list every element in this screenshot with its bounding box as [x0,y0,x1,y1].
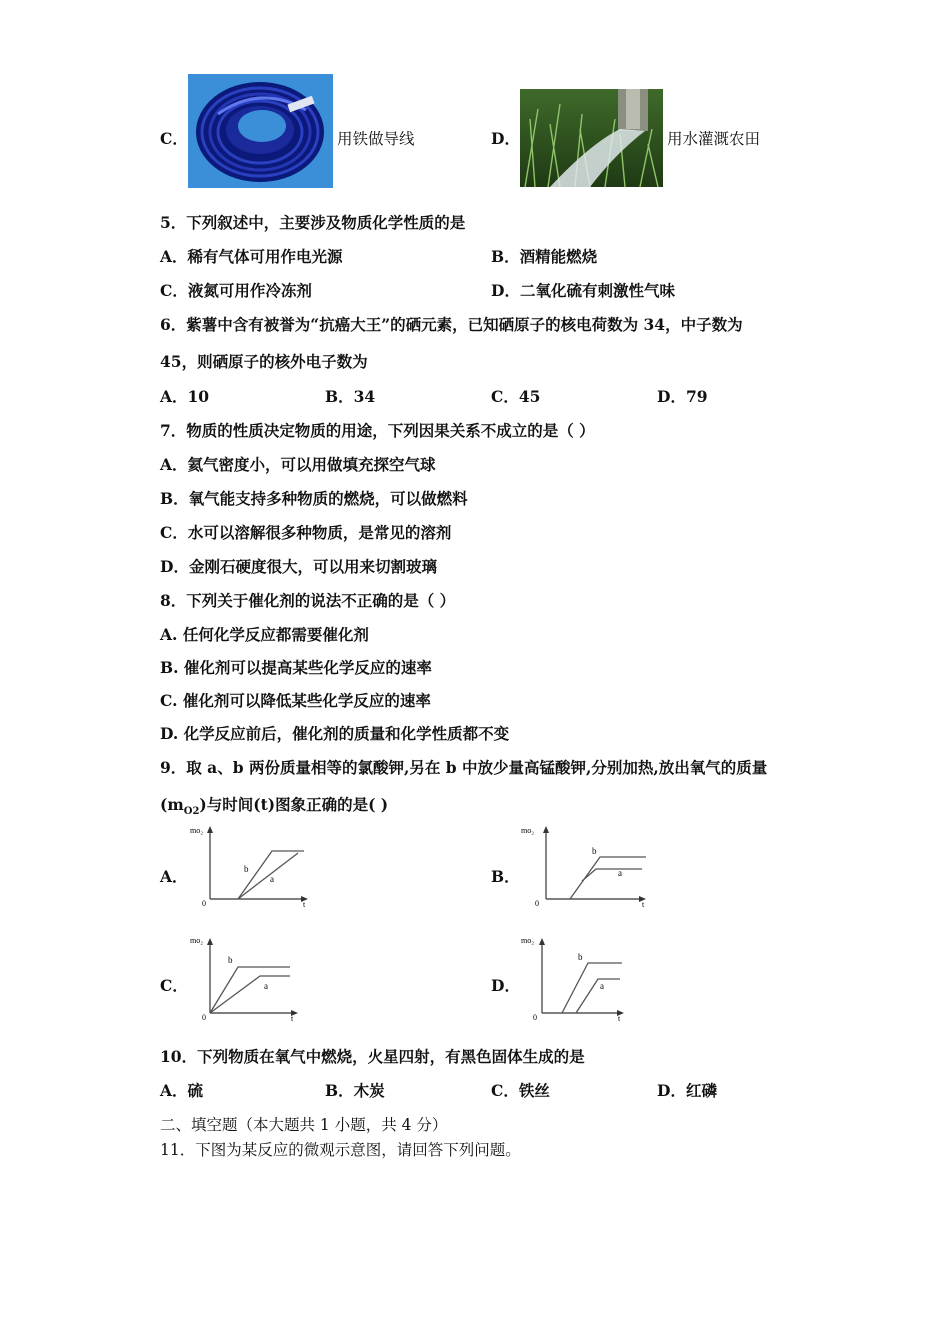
graph-b-label-b: b [592,846,597,856]
q9-option-c-letter: C． [160,976,188,995]
section2-heading: 二、填空题（本大题共 1 小题，共 4 分） [160,1116,448,1134]
graph-c-origin: 0 [202,1013,206,1021]
water-irrigating-grass-image [520,89,663,187]
graph-c-label-a: a [264,981,268,991]
q6-stem-line2: 45，则硒原子的核外电子数为 [160,352,368,371]
q9-graph-b [520,823,650,908]
q8-option-b: B. 催化剂可以提高某些化学反应的速率 [160,658,432,677]
q7-option-b: B．氧气能支持多种物质的燃烧，可以做燃料 [160,489,468,508]
q9-graph-a [188,823,313,908]
q6-option-a: A．10 [160,387,210,406]
q4-option-d-caption: 用水灌溉农田 [667,130,761,148]
graph-c-xlabel: t [291,1014,294,1021]
q9-stem-line2-pre: (m [160,795,184,814]
q6-option-d: D．79 [657,387,708,406]
graph-a-label-a: a [270,874,274,884]
graph-c-ylabel: mo₂ [190,936,204,945]
q7-option-a: A．氦气密度小，可以用做填充探空气球 [160,455,436,474]
q9-option-b-letter: B． [491,867,520,886]
blue-wire-coil-image [188,74,333,188]
q6-option-b: B．34 [325,387,376,406]
graph-a-ylabel: mo₂ [190,826,204,835]
q5-option-b: B．酒精能燃烧 [491,247,598,266]
q5-option-c: C．液氮可用作冷冻剂 [160,281,312,300]
graph-a-xlabel: t [303,900,306,908]
q6-stem-line1: 6．紫薯中含有被誉为“抗癌大王”的硒元素，已知硒原子的核电荷数为 34，中子数为 [160,315,743,334]
q9-graph-c [188,933,303,1021]
graph-d-label-a: a [600,981,604,991]
graph-b-ylabel: mo₂ [521,826,535,835]
q8-option-d: D. 化学反应前后，催化剂的质量和化学性质都不变 [160,724,510,743]
q10-option-d: D．红磷 [657,1081,717,1100]
q5-option-d: D．二氧化硫有刺激性气味 [491,281,675,300]
q9-option-d-letter: D． [491,976,520,995]
graph-b-origin: 0 [535,899,539,908]
q9-stem-line1: 9．取 a、b 两份质量相等的氯酸钾,另在 b 中放少量高锰酸钾,分别加热,放出氧气的质量 [160,758,768,777]
graph-a-label-b: b [244,864,249,874]
graph-b-label-a: a [618,868,622,878]
q11-stem: 11．下图为某反应的微观示意图，请回答下列问题。 [160,1141,521,1159]
graph-c-label-b: b [228,955,233,965]
q5-stem: 5．下列叙述中，主要涉及物质化学性质的是 [160,213,466,232]
q8-option-a: A. 任何化学反应都需要催化剂 [160,625,369,644]
q4-option-c-letter: C． [160,129,188,148]
q9-stem-line2 [160,793,388,817]
q10-option-b: B．木炭 [325,1081,385,1100]
q10-stem: 10．下列物质在氧气中燃烧，火星四射，有黑色固体生成的是 [160,1047,585,1066]
q9-graph-d [520,933,630,1021]
q6-option-c: C．45 [491,387,541,406]
q4-option-c-caption: 用铁做导线 [337,130,415,148]
q9-stem-line2-post: )与时间(t)图象正确的是( ) [199,795,389,814]
graph-d-origin: 0 [533,1013,537,1021]
graph-d-label-b: b [578,952,583,962]
q4-option-d-letter: D． [491,129,520,148]
graph-d-xlabel: t [618,1014,621,1021]
q9-stem-line2-sub: O2 [183,806,200,818]
q8-option-c: C. 催化剂可以降低某些化学反应的速率 [160,691,431,710]
graph-a-origin: 0 [202,899,206,908]
graph-d-ylabel: mo₂ [521,936,535,945]
graph-b-xlabel: t [642,900,645,908]
q10-option-a: A．硫 [160,1081,204,1100]
q10-option-c: C．铁丝 [491,1081,550,1100]
q7-option-c: C．水可以溶解很多种物质，是常见的溶剂 [160,523,452,542]
q7-stem: 7．物质的性质决定物质的用途，下列因果关系不成立的是（ ） [160,421,595,440]
q9-option-a-letter: A． [160,867,188,886]
q7-option-d: D．金刚石硬度很大，可以用来切割玻璃 [160,557,437,576]
q5-option-a: A．稀有气体可用作电光源 [160,247,343,266]
q8-stem: 8．下列关于催化剂的说法不正确的是（ ） [160,591,456,610]
